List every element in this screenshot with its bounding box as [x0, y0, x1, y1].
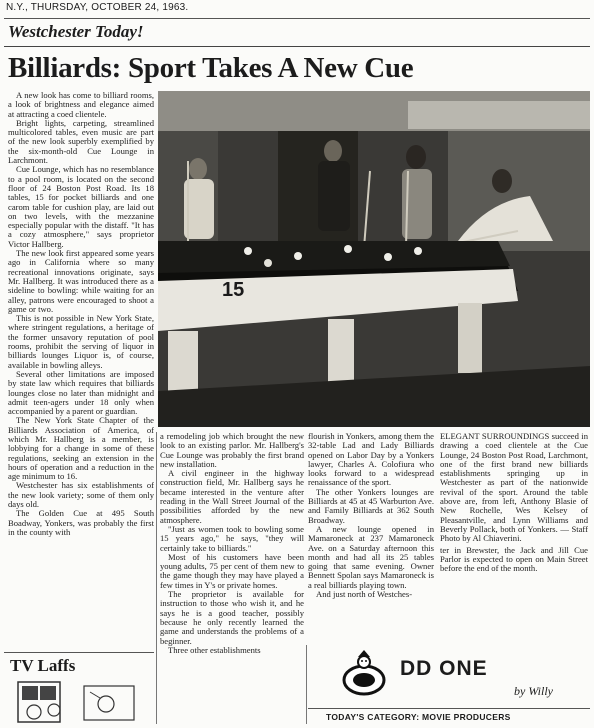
paragraph: A civil engineer in the highway construction field, Mr. Hallberg says he became interested in the venture after reading in the Wall Street Journal of the possibilities afforded by the new atmosphere. — [160, 468, 304, 525]
paragraph: The proprietor is available for instruction to those who wish it, and he says he is a good teacher, possibly because he only recently learned the game and understands the problems of a beginner. — [160, 589, 304, 646]
paragraph: Three other establishments — [168, 644, 261, 655]
article-column-2 — [160, 432, 304, 724]
paragraph: a remodeling job which brought the new look to an existing parlor. Mr. Hallberg's Cue Lounge was probably the first brand new installation. — [160, 432, 304, 469]
odd-one-mascot-icon — [340, 650, 388, 696]
paragraph: Westchester has six establishments of the new look variety; some of them only days old. — [8, 480, 154, 510]
paragraph: The new look first appeared some years ago in California where so many recreational innovations originate, says Mr. Hallberg. It was introduced there as a sideline to bowling: while waiting for an alley, patrons were encouraged to shoot a game or two. — [8, 248, 154, 314]
odd-one-byline: by Willy — [514, 684, 553, 698]
article-column-4 — [440, 432, 588, 647]
divider — [4, 18, 590, 19]
paragraph: ter in Brewster, the Jack and Jill Cue Parlor is expected to open on Main Street before the end of the month. — [440, 544, 588, 574]
column-rule — [156, 432, 157, 724]
paragraph: "Just as women took to bowling some 15 years ago," he says, "they will certainly take to billiards." — [160, 523, 304, 553]
odd-one-category: TODAY'S CATEGORY: MOVIE PRODUCERS — [326, 712, 511, 722]
divider — [4, 46, 590, 47]
paragraph: This is not possible in New York State, where stringent regulations, a heritage of the former unsavory reputation of pool rooms, prohibit the serving of liquor in billiards lounges Liquor is, of course, available in bowling alleys. — [8, 313, 154, 370]
article-column-1 — [8, 91, 154, 652]
cartoon-art — [14, 680, 150, 724]
column-rule — [306, 645, 307, 724]
paragraph: The New York State Chapter of the Billiards Association of America, of which Mr. Hallberg is a member, is lobbying for a change in some of these regulations, seeking an extension in the hours of operation and a reduction in the age minimum to 16. — [8, 415, 154, 482]
paragraph: Several other limitations are imposed by state law which requires that billiards lounges close no later than midnight and admit teen-agers under 18 only when accompanied by a parent or guardian. — [8, 368, 154, 417]
divider — [4, 652, 154, 653]
table-number: 15 — [222, 279, 245, 301]
dateline: N.Y., THURSDAY, OCTOBER 24, 1963. — [6, 2, 189, 13]
photo-caption: ELEGANT SURROUNDINGS succeed in drawing a coed clientele at the Cue Lounge, 24 Boston Post Road, Larchmont, one of the first brand new billiards establishments springing up in Westchester as part of the nationwide revival of the sport. Around the table above are, from left, Anthony Blasie of New Rochelle, Wes Kelsey of Pleasantville, and Lynn Williams and Beverly Pollack, both of Yonkers. — Staff Photo by Al Chiaverini. — [440, 432, 588, 544]
paragraph: The Golden Cue at 495 South Boadway, Yonkers, was probably the first in the county with — [8, 508, 154, 537]
section-title: Westchester Today! — [8, 22, 144, 41]
paragraph: A new look has come to billiard rooms, a look of brightness and elegance aimed at attracting a coed clientele. — [8, 91, 154, 119]
billiards-photo-art — [158, 91, 590, 427]
paragraph: flourish in Yonkers, among them the 32-table Lad and Lady Billiards opened on Labor Day by a Yonkers lawyer, Charles A. Colofiura who looks forward to a widespread renaissance of the sport. — [308, 432, 434, 488]
divider — [308, 708, 590, 709]
headline: Billiards: Sport Takes A New Cue — [8, 52, 414, 84]
paragraph: Bright lights, carpeting, streamlined multicolored tables, even music are part of the new look superbly exemplified by the six-month-old Cue Lounge in Larchmont. — [8, 117, 154, 166]
tv-laffs-cartoon — [14, 680, 150, 724]
odd-one-title: DD ONE — [400, 657, 488, 680]
billiards-photo — [158, 91, 590, 427]
paragraph: Most of his customers have been young adults, 75 per cent of them new to the game though they may have played a few times in Y's or private homes. — [160, 551, 304, 590]
paragraph: Cue Lounge, which has no resemblance to a pool room, is located on the second floor of 24 Boston Post Road. Its 18 tables, 15 for pocket billiards and one carom table for cushion play, are laid out on two levels, with the mezzanine especially popular with the distaff. "It has a cozy atmosphere," says proprietor Victor Hallberg. — [8, 164, 154, 249]
paragraph: And just north of Westches- — [316, 589, 413, 600]
article-column-3 — [308, 432, 434, 642]
paragraph: The other Yonkers lounges are Billiards at 45 at 45 Warburton Ave. and Family Billiards at 362 South Broadway. — [308, 486, 434, 525]
paragraph: A new lounge opened in Mamaroneck at 237 Mamaroneck Ave. on a Saturday afternoon this month and had all its 25 tables going that same evening. Owner Bennett Spolan says Mamaroneck is a real billiards playing town. — [308, 523, 434, 590]
tv-laffs-title: TV Laffs — [10, 656, 76, 675]
